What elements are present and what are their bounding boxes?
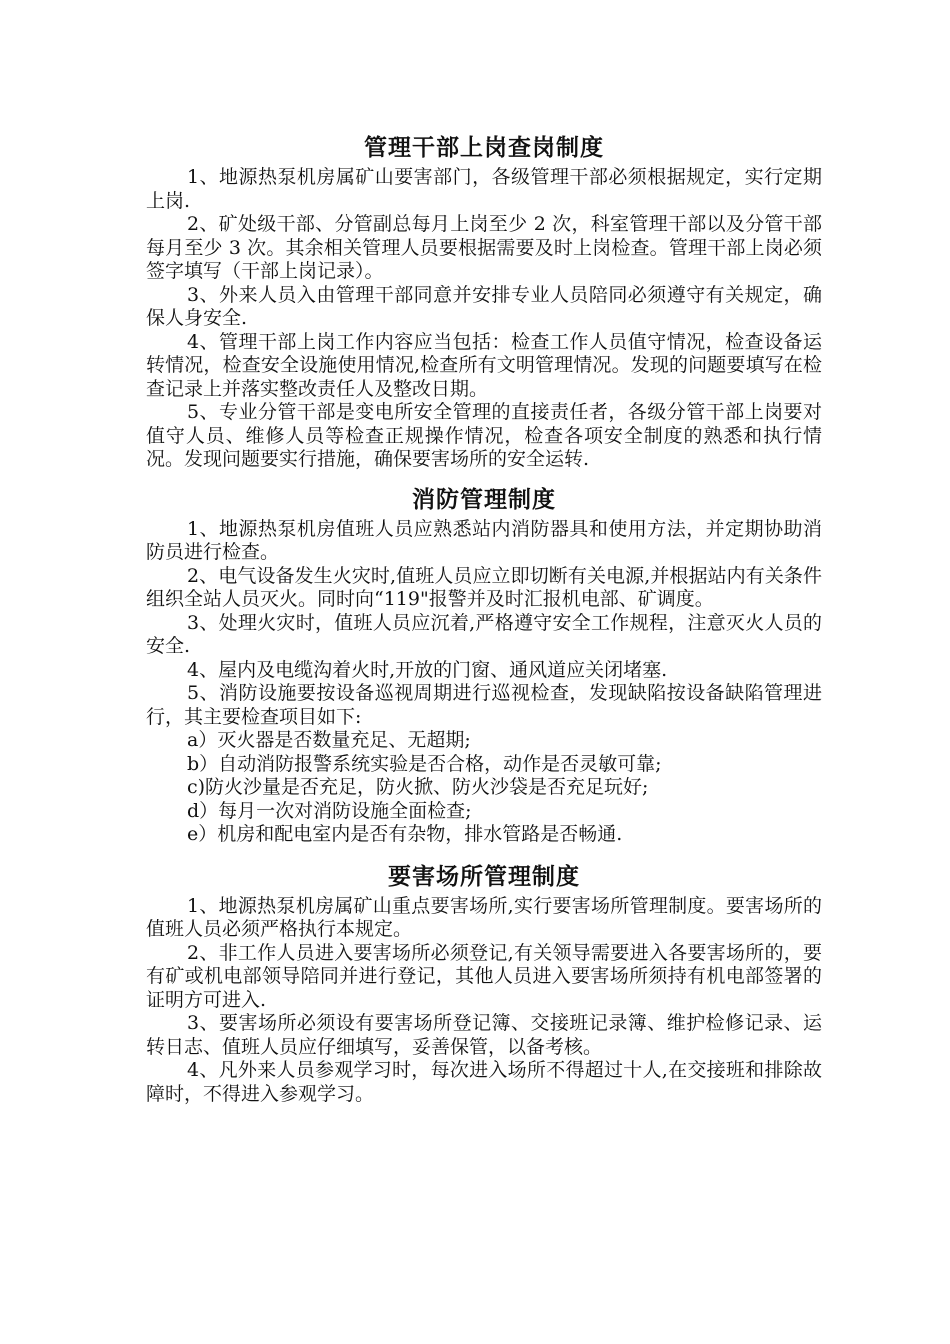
paragraph: 2、非工作人员进入要害场所必须登记,有关领导需要进入各要害场所的，要有矿或机电部领导陪同并进行登记，其他人员进入要害场所须持有机电部签署的证明方可进入.: [146, 941, 822, 1011]
section-title: 要害场所管理制度: [388, 863, 580, 890]
section-fire-safety: [146, 482, 822, 847]
list-item: a）灭火器是否数量充足、无超期;: [187, 729, 471, 751]
section-cadre-inspection: [146, 130, 822, 472]
list-item: d）每月一次对消防设施全面检查;: [187, 799, 472, 822]
paragraph: 2、电气设备发生火灾时,值班人员应立即切断有关电源,并根据站内有关条件组织全站人员灭火。同时向“119"报警并及时汇报机电部、矿调度。: [146, 564, 822, 610]
section-key-area: [146, 859, 822, 1107]
document-page: [146, 130, 822, 1106]
section-title: 管理干部上岗查岗制度: [364, 135, 604, 161]
paragraph: 1、地源热泵机房属矿山重点要害场所,实行要害场所管理制度。要害场所的值班人员必须严格执行本规定。: [146, 894, 822, 940]
paragraph: 5、专业分管干部是变电所安全管理的直接责任者，各级分管干部上岗要对值守人员、维修人员等检查正规操作情况，检查各项安全制度的熟悉和执行情况。发现问题要实行措施，确保要害场所的安全运转.: [146, 401, 822, 470]
list-item: b）自动消防报警系统实验是否合格，动作是否灵敏可靠;: [187, 752, 662, 775]
paragraph: 4、屋内及电缆沟着火时,开放的门窗、通风道应关闭堵塞.: [187, 658, 668, 681]
list-item: c)防火沙量是否充足，防火掀、防火沙袋是否充足玩好;: [187, 776, 649, 798]
paragraph: 2、矿处级干部、分管副总每月上岗至少 2 次，科室管理干部以及分管干部每月至少 3 次。其余相关管理人员要根据需要及时上岗检查。管理干部上岗必须签字填写（干部上岗记录）。: [146, 213, 822, 282]
section-title: 消防管理制度: [412, 486, 556, 513]
paragraph: 4、凡外来人员参观学习时，每次进入场所不得超过十人,在交接班和排除故障时，不得进入参观学习。: [146, 1059, 822, 1105]
list-item: e）机房和配电室内是否有杂物，排水管路是否畅通.: [187, 823, 623, 845]
paragraph: 1、地源热泵机房值班人员应熟悉站内消防器具和使用方法，并定期协助消防员进行检查。: [146, 517, 822, 563]
paragraph: 1、地源热泵机房属矿山要害部门，各级管理干部必须根据规定，实行定期上岗.: [146, 166, 822, 212]
paragraph: 4、管理干部上岗工作内容应当包括：检查工作人员值守情况，检查设备运转情况，检查安全设施使用情况,检查所有文明管理情况。发现的问题要填写在检查记录上并落实整改责任人及整改日期。: [146, 330, 822, 400]
paragraph: 3、要害场所必须设有要害场所登记簿、交接班记录簿、维护检修记录、运转日志、值班人员应仔细填写，妥善保管，以备考核。: [146, 1012, 822, 1058]
paragraph: 5、消防设施要按设备巡视周期进行巡视检查，发现缺陷按设备缺陷管理进行，其主要检查项目如下:: [146, 682, 822, 728]
paragraph: 3、处理火灾时，值班人员应沉着,严格遵守安全工作规程，注意灭火人员的安全.: [146, 611, 822, 657]
paragraph: 3、外来人员入由管理干部同意并安排专业人员陪同必须遵守有关规定，确保人身安全.: [146, 283, 822, 329]
